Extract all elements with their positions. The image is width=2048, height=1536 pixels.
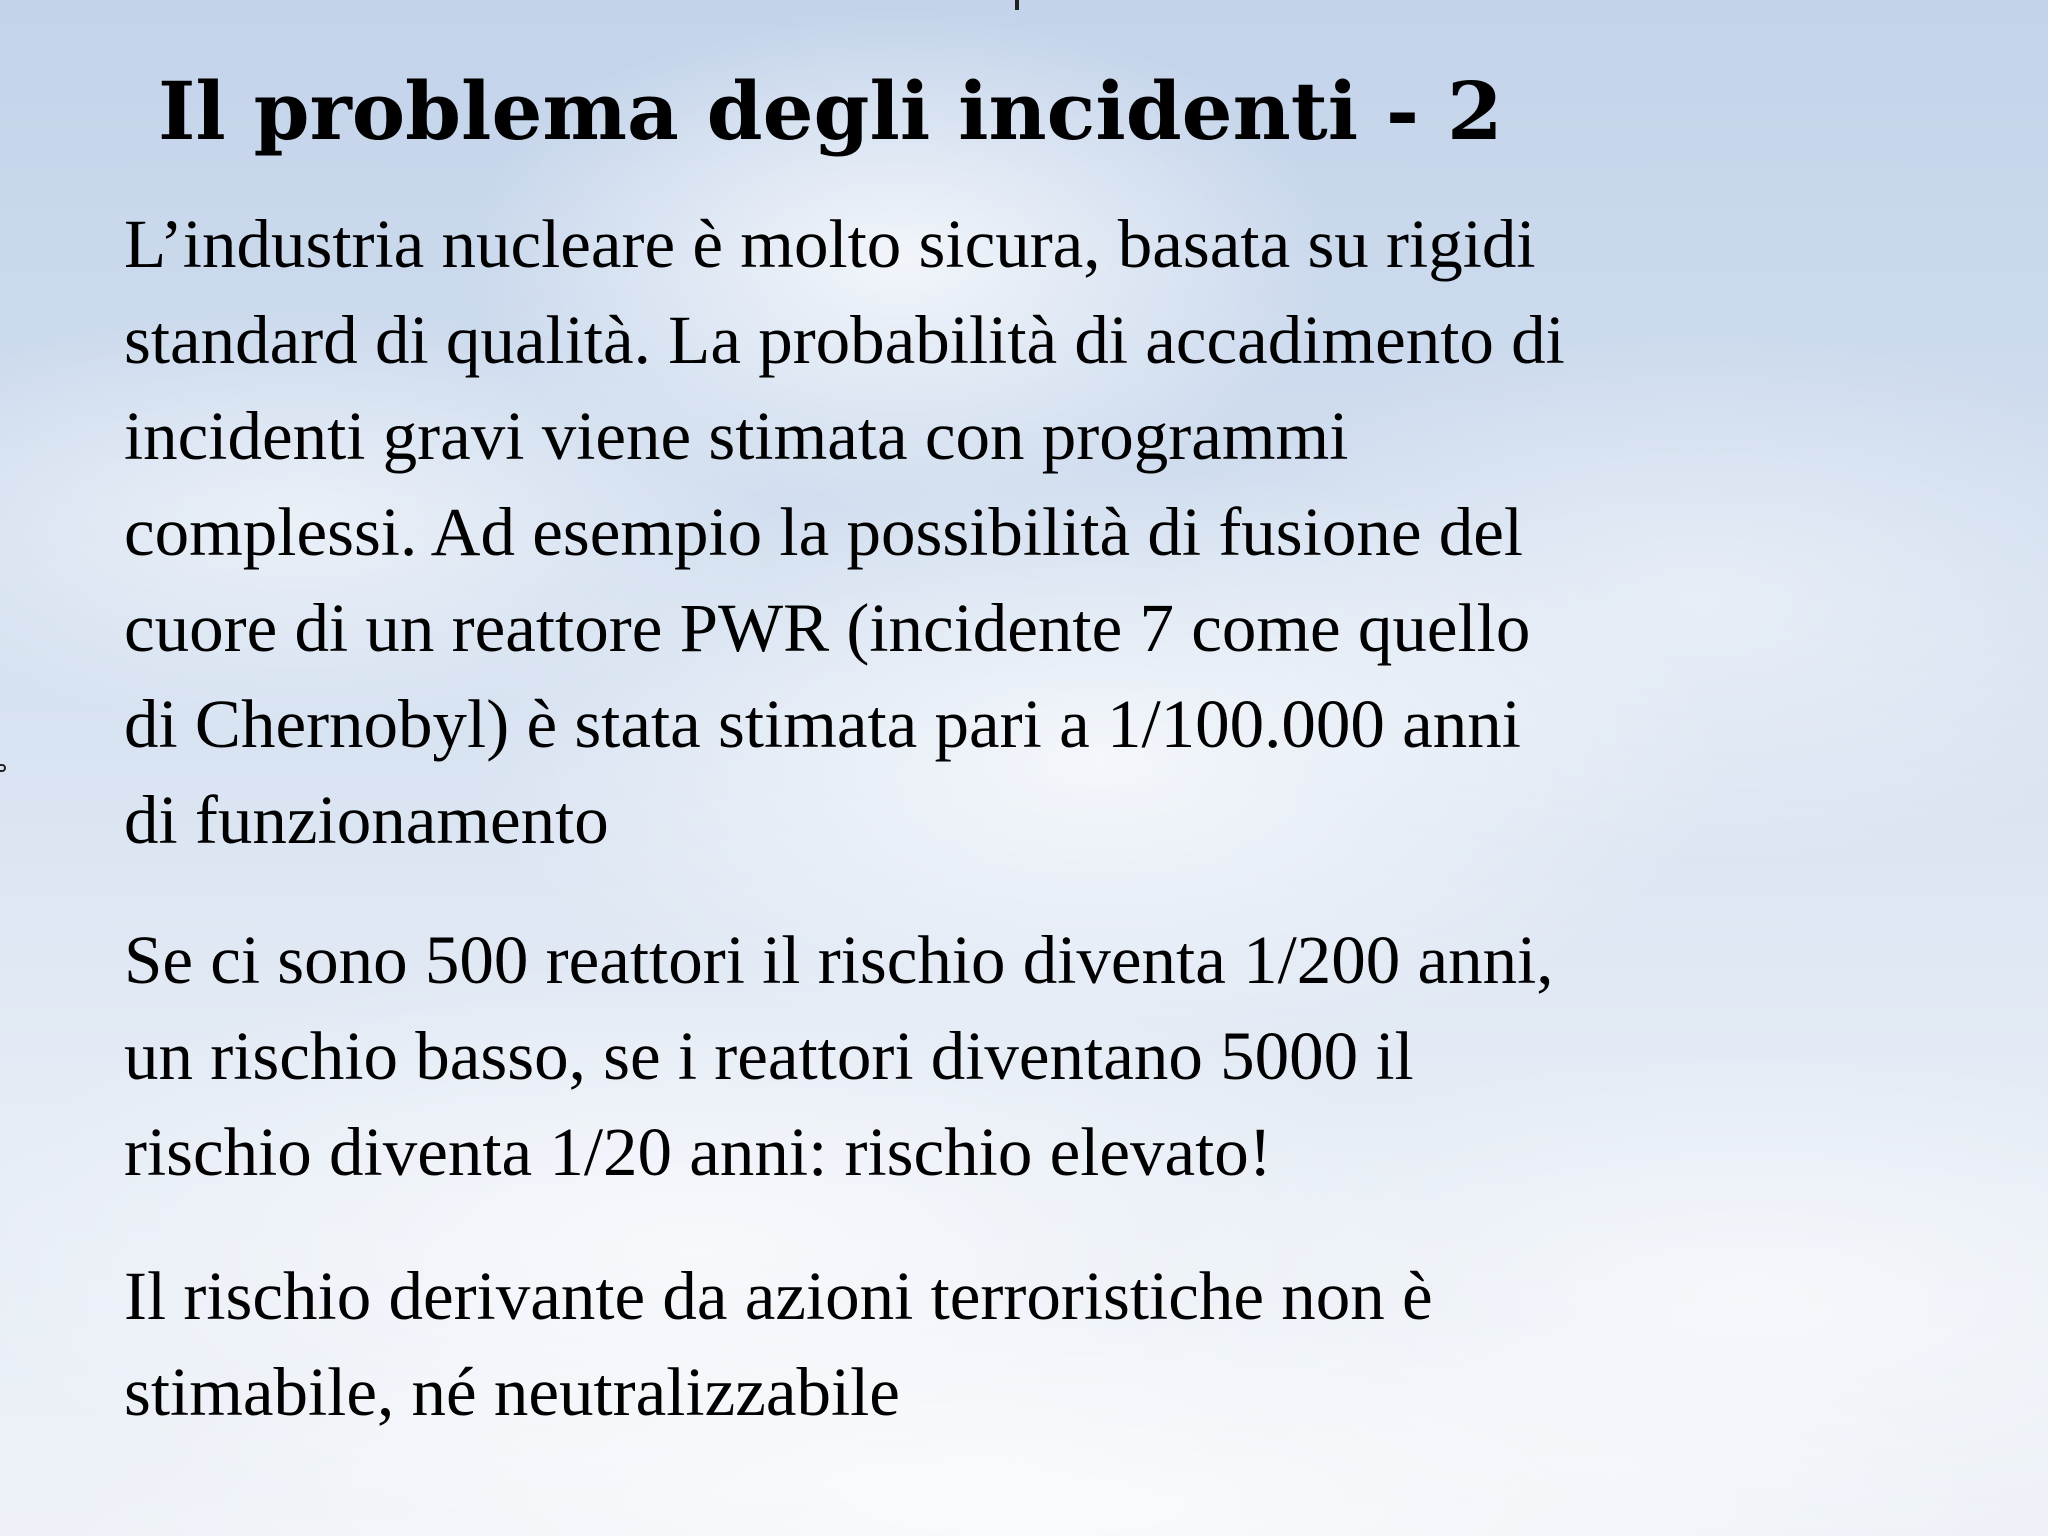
paragraph-reactor-count-risk	[124, 912, 1964, 1200]
slide-edge-mark-top	[1015, 0, 1019, 10]
text-line: di funzionamento	[124, 782, 609, 858]
text-line: complessi. Ad esempio la possibilità di fusione del	[124, 494, 1524, 570]
paragraph-terrorism-risk	[124, 1248, 1964, 1440]
text-line: standard di qualità. La probabilità di accadimento di	[124, 302, 1565, 378]
slide-edge-mark-left	[0, 764, 6, 772]
slide-title: Il problema degli incidenti - 2	[158, 64, 1503, 158]
text-line: di Chernobyl) è stata stimata pari a 1/100.000 anni	[124, 686, 1521, 762]
paragraph-safety-estimate	[124, 196, 1964, 868]
text-line: stimabile, né neutralizzabile	[124, 1354, 900, 1430]
text-line: cuore di un reattore PWR (incidente 7 come quello	[124, 590, 1531, 666]
text-line: rischio diventa 1/20 anni: rischio elevato!	[124, 1114, 1272, 1190]
text-line: Il rischio derivante da azioni terroristiche non è	[124, 1258, 1433, 1334]
text-line: incidenti gravi viene stimata con programmi	[124, 398, 1349, 474]
text-line: Se ci sono 500 reattori il rischio diventa 1/200 anni,	[124, 922, 1554, 998]
text-line: L’industria nucleare è molto sicura, basata su rigidi	[124, 206, 1536, 282]
text-line: un rischio basso, se i reattori diventano 5000 il	[124, 1018, 1414, 1094]
